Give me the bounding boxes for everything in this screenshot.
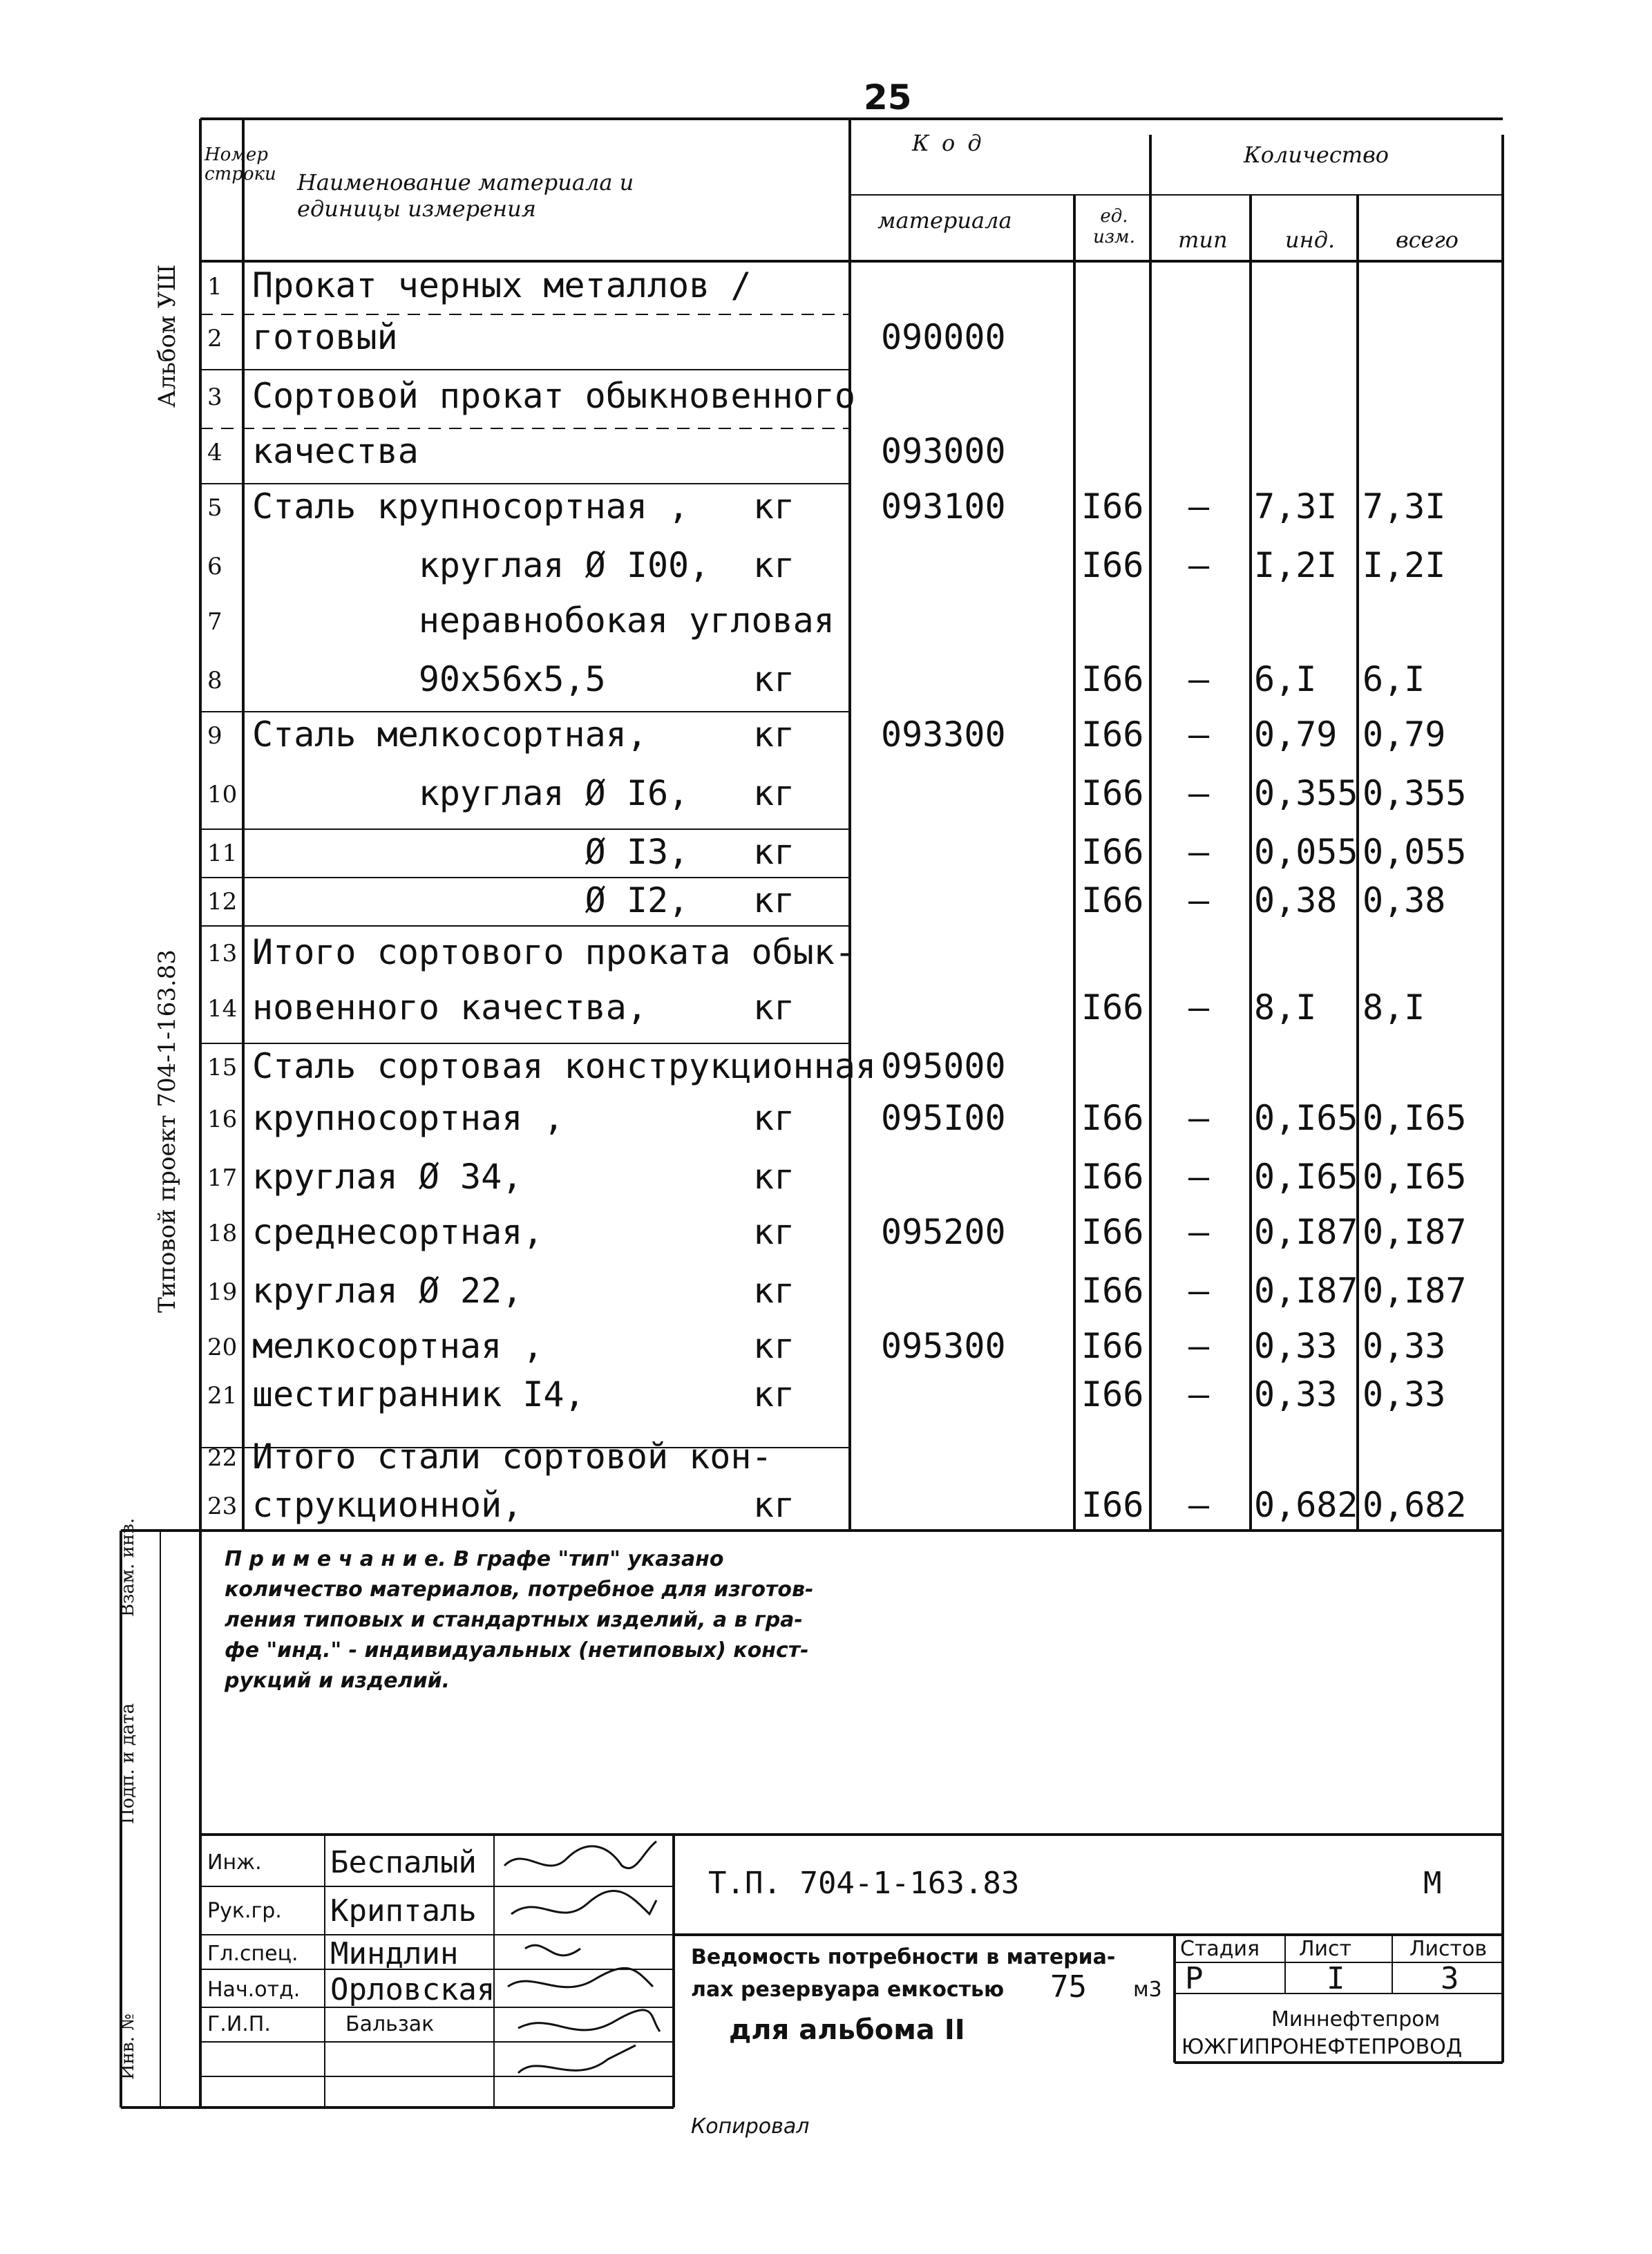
material-name: Сортовой прокат обыкновенного xyxy=(252,376,855,416)
stamp-name: Бальзак xyxy=(345,2012,435,2036)
margin-label-1: Взам. инв. xyxy=(117,1517,138,1617)
unit-label: кг xyxy=(753,1098,795,1138)
material-code: 093000 xyxy=(881,431,1006,471)
material-name: струкционной, xyxy=(252,1485,523,1525)
individual-qty: 7,3I xyxy=(1254,486,1338,527)
header-individual: инд. xyxy=(1285,227,1336,253)
total-qty: 0,682 xyxy=(1363,1485,1467,1525)
unit-label: кг xyxy=(753,880,795,920)
doc-code: Т.П. 704-1-163.83 xyxy=(708,1866,1020,1901)
individual-qty: 0,38 xyxy=(1254,880,1338,920)
type-qty: – xyxy=(1188,1485,1210,1525)
unit-label: кг xyxy=(753,1157,795,1197)
unit-label: кг xyxy=(753,987,795,1027)
material-name: неравнобокая угловая xyxy=(252,600,835,641)
stamp-name: Крипталь xyxy=(330,1893,477,1929)
organization: ЮЖГИПРОНЕФТЕПРОВОД xyxy=(1181,2035,1463,2059)
type-qty: – xyxy=(1188,1212,1210,1252)
individual-qty: I,2I xyxy=(1254,545,1338,585)
material-name: круглая Ø I6, xyxy=(252,773,690,813)
material-name: Сталь крупносортная , xyxy=(252,486,690,527)
row-number: 4 xyxy=(207,439,222,466)
material-name: Прокат черных металлов / xyxy=(252,265,752,305)
note-line: ления типовых и стандартных изделий, а в гра- xyxy=(225,1608,803,1632)
row-number: 21 xyxy=(207,1382,238,1410)
row-number: 16 xyxy=(207,1106,238,1133)
row-number: 23 xyxy=(207,1493,238,1520)
note-line: фе "инд." - индивидуальных (нетиповых) конст- xyxy=(225,1638,809,1663)
sheets-header: Листов xyxy=(1409,1937,1488,1961)
type-qty: – xyxy=(1188,545,1210,585)
total-qty: 0,33 xyxy=(1363,1374,1446,1414)
unit-label: кг xyxy=(753,659,795,699)
header-name: Наименование материала и единицы измерения xyxy=(297,169,634,222)
individual-qty: 0,055 xyxy=(1254,832,1358,872)
stage-letter: М xyxy=(1423,1866,1442,1901)
row-number: 22 xyxy=(207,1444,238,1472)
unit-label: кг xyxy=(753,714,795,755)
unit-code: I66 xyxy=(1081,659,1144,699)
unit-code: I66 xyxy=(1081,1157,1144,1197)
unit-code: I66 xyxy=(1081,1485,1144,1525)
stamp-role: Рук.гр. xyxy=(207,1899,282,1923)
stamp-role: Нач.отд. xyxy=(207,1978,301,2002)
stamp-role: Инж. xyxy=(207,1850,262,1875)
signatures xyxy=(497,1838,670,2101)
note-line: рукций и изделий. xyxy=(225,1669,450,1693)
row-number: 2 xyxy=(207,325,222,352)
unit-label: кг xyxy=(753,545,795,585)
total-qty: 0,33 xyxy=(1363,1326,1446,1366)
type-qty: – xyxy=(1188,714,1210,755)
unit-label: кг xyxy=(753,1326,795,1366)
total-qty: 0,I65 xyxy=(1363,1098,1467,1138)
total-qty: 0,055 xyxy=(1363,832,1467,872)
unit-code: I66 xyxy=(1081,773,1144,813)
row-number: 7 xyxy=(207,608,222,636)
material-name: шестигранник I4, xyxy=(252,1374,585,1414)
sheets-value: 3 xyxy=(1441,1961,1459,1996)
row-number: 11 xyxy=(207,840,238,867)
margin-label-3: Инв. № xyxy=(117,2014,138,2080)
material-name: Ø I3, xyxy=(252,832,690,872)
material-name: Итого сортового проката обык- xyxy=(252,932,855,972)
material-code: 095300 xyxy=(881,1326,1006,1366)
total-qty: 0,355 xyxy=(1363,773,1467,813)
row-number: 14 xyxy=(207,995,238,1023)
material-name: готовый xyxy=(252,317,398,357)
header-unit: ед. изм. xyxy=(1093,206,1135,247)
row-number: 6 xyxy=(207,553,222,580)
header-quantity: Количество xyxy=(1244,142,1389,168)
individual-qty: 0,33 xyxy=(1254,1374,1338,1414)
type-qty: – xyxy=(1188,1326,1210,1366)
unit-code: I66 xyxy=(1081,1098,1144,1138)
project-label: Типовой проект 704-1-163.83 xyxy=(153,949,181,1313)
note xyxy=(225,1544,915,1696)
type-qty: – xyxy=(1188,987,1210,1027)
individual-qty: 0,355 xyxy=(1254,773,1358,813)
stamp-role: Гл.спец. xyxy=(207,1942,298,1966)
unit-code: I66 xyxy=(1081,714,1144,755)
total-qty: 0,38 xyxy=(1363,880,1446,920)
unit-label: кг xyxy=(753,1271,795,1311)
total-qty: 0,I65 xyxy=(1363,1157,1467,1197)
total-qty: 0,I87 xyxy=(1363,1212,1467,1252)
material-name: Ø I2, xyxy=(252,880,690,920)
ministry: Миннефтепром xyxy=(1271,2007,1441,2032)
unit-code: I66 xyxy=(1081,486,1144,527)
material-name: Итого стали сортовой кон- xyxy=(252,1437,772,1477)
unit-code: I66 xyxy=(1081,1374,1144,1414)
stamp-role: Г.И.П. xyxy=(207,2012,271,2036)
row-number: 13 xyxy=(207,940,238,967)
unit-label: кг xyxy=(753,832,795,872)
row-number: 17 xyxy=(207,1164,238,1192)
total-qty: 0,79 xyxy=(1363,714,1446,755)
title-line-2: лах резервуара емкостью xyxy=(691,1978,1005,2002)
type-qty: – xyxy=(1188,659,1210,699)
header-total: всего xyxy=(1396,227,1459,253)
footer-copied: Копировал xyxy=(691,2114,810,2139)
individual-qty: 8,I xyxy=(1254,987,1317,1027)
material-name: круглая Ø 22, xyxy=(252,1271,523,1311)
stage-header: Стадия xyxy=(1180,1937,1260,1961)
type-qty: – xyxy=(1188,486,1210,527)
unit-label: кг xyxy=(753,486,795,527)
individual-qty: 0,I87 xyxy=(1254,1212,1358,1252)
row-number: 9 xyxy=(207,722,222,750)
note-line: количество материалов, потребное для изготов- xyxy=(225,1578,814,1602)
unit-label: кг xyxy=(753,1374,795,1414)
type-qty: – xyxy=(1188,1374,1210,1414)
type-qty: – xyxy=(1188,880,1210,920)
title-line-3: для альбома II xyxy=(729,2014,965,2046)
material-code: 095I00 xyxy=(881,1098,1006,1138)
unit-code: I66 xyxy=(1081,545,1144,585)
header-code: К о д xyxy=(912,130,985,156)
stage-value: Р xyxy=(1185,1961,1204,1996)
type-qty: – xyxy=(1188,1271,1210,1311)
row-number: 5 xyxy=(207,494,222,522)
material-name: 90х56х5,5 xyxy=(252,659,606,699)
type-qty: – xyxy=(1188,1098,1210,1138)
margin-label-2: Подп. и дата xyxy=(117,1703,138,1824)
unit-code: I66 xyxy=(1081,1271,1144,1311)
unit-code: I66 xyxy=(1081,1212,1144,1252)
row-number: 3 xyxy=(207,383,222,411)
total-qty: I,2I xyxy=(1363,545,1446,585)
type-qty: – xyxy=(1188,1157,1210,1197)
row-number: 1 xyxy=(207,273,222,301)
material-name: круглая Ø I00, xyxy=(252,545,710,585)
material-name: мелкосортная , xyxy=(252,1326,544,1366)
row-number: 18 xyxy=(207,1220,238,1247)
unit-code: I66 xyxy=(1081,987,1144,1027)
page-number: 25 xyxy=(864,77,912,117)
material-name: Сталь мелкосортная, xyxy=(252,714,647,755)
sheet-value: I xyxy=(1327,1961,1345,1996)
material-code: 090000 xyxy=(881,317,1006,357)
individual-qty: 0,I65 xyxy=(1254,1157,1358,1197)
total-qty: 0,I87 xyxy=(1363,1271,1467,1311)
material-code: 093100 xyxy=(881,486,1006,527)
row-number: 8 xyxy=(207,667,222,694)
row-number: 20 xyxy=(207,1334,238,1361)
material-code: 095200 xyxy=(881,1212,1006,1252)
material-name: Сталь сортовая конструкционная xyxy=(252,1046,877,1086)
material-code: 093300 xyxy=(881,714,1006,755)
total-qty: 8,I xyxy=(1363,987,1425,1027)
material-name: среднесортная, xyxy=(252,1212,544,1252)
total-qty: 7,3I xyxy=(1363,486,1446,527)
individual-qty: 0,33 xyxy=(1254,1326,1338,1366)
stamp-name: Миндлин xyxy=(330,1936,459,1971)
individual-qty: 0,I87 xyxy=(1254,1271,1358,1311)
individual-qty: 0,I65 xyxy=(1254,1098,1358,1138)
stamp-name: Беспалый xyxy=(330,1845,477,1880)
sheet-header: Лист xyxy=(1299,1937,1352,1961)
header-type: тип xyxy=(1178,227,1228,253)
individual-qty: 6,I xyxy=(1254,659,1317,699)
material-name: круглая Ø 34, xyxy=(252,1157,523,1197)
header-row-number: Номер строки xyxy=(205,144,276,184)
row-number: 12 xyxy=(207,888,238,916)
unit-label: кг xyxy=(753,773,795,813)
material-code: 095000 xyxy=(881,1046,1006,1086)
unit-code: I66 xyxy=(1081,1326,1144,1366)
unit-label: кг xyxy=(753,1212,795,1252)
type-qty: – xyxy=(1188,773,1210,813)
header-material: материала xyxy=(877,207,1012,234)
title-line-1: Ведомость потребности в материа- xyxy=(691,1945,1116,1969)
row-number: 10 xyxy=(207,781,238,808)
note-line: П р и м е ч а н и е. В графе "тип" указано xyxy=(225,1547,724,1571)
individual-qty: 0,682 xyxy=(1254,1485,1358,1525)
unit-code: I66 xyxy=(1081,832,1144,872)
volume: 75 xyxy=(1050,1969,1087,2005)
row-number: 15 xyxy=(207,1054,238,1081)
type-qty: – xyxy=(1188,832,1210,872)
stamp-name: Орловская xyxy=(330,1972,495,2007)
volume-unit: м3 xyxy=(1133,1978,1162,2002)
material-name: новенного качества, xyxy=(252,987,647,1027)
unit-label: кг xyxy=(753,1485,795,1525)
unit-code: I66 xyxy=(1081,880,1144,920)
total-qty: 6,I xyxy=(1363,659,1425,699)
album-label: Альбом УШ xyxy=(153,264,181,408)
material-name: крупносортная , xyxy=(252,1098,564,1138)
material-name: качества xyxy=(252,431,419,471)
individual-qty: 0,79 xyxy=(1254,714,1338,755)
row-number: 19 xyxy=(207,1278,238,1306)
